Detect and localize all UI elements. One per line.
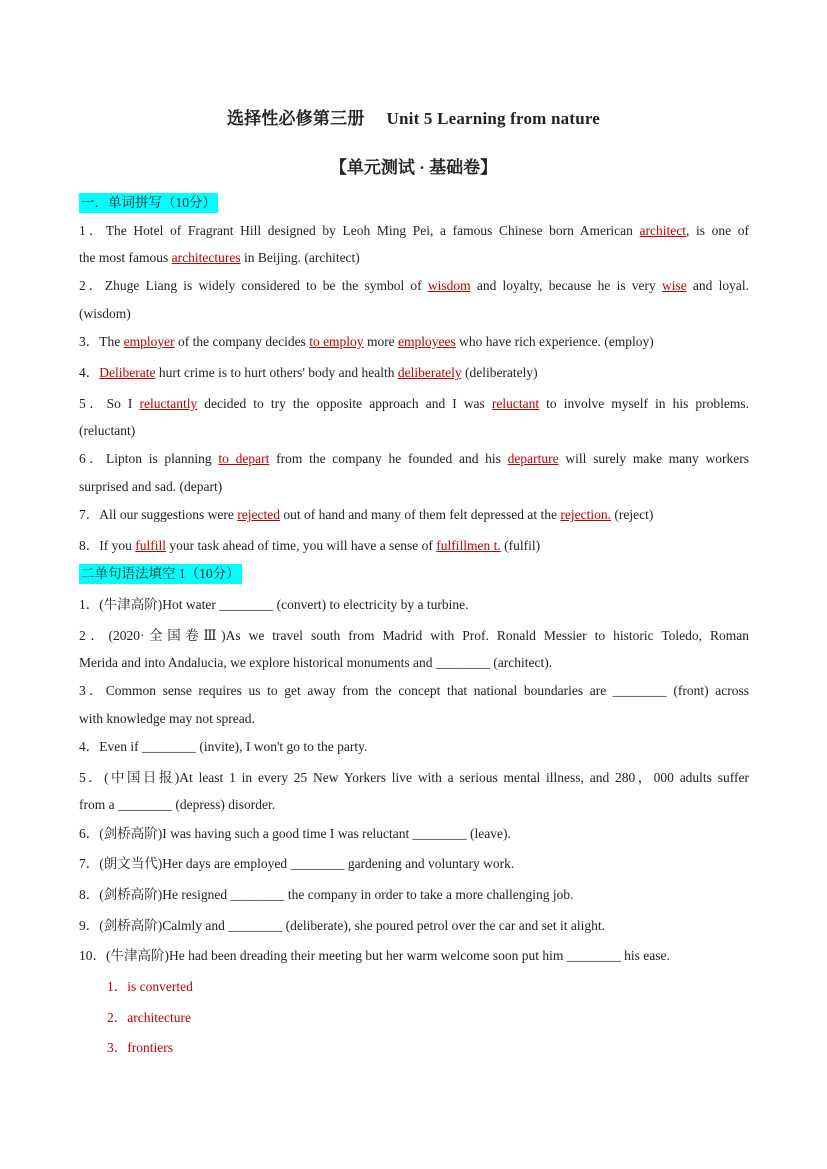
answer: reluctant: [491, 396, 540, 411]
s2-q8: 8．(剑桥高阶)He resigned ________ the company in order to take a more challenging job.: [79, 887, 574, 902]
answer: fulfill: [135, 538, 166, 553]
answer: employer: [123, 334, 175, 349]
s2-q10: 10．(牛津高阶)He had been dreading their meeting but her warm welcome soon put him ________ his ease.: [79, 948, 670, 963]
answer: rejected: [237, 507, 280, 522]
answer: to depart: [218, 451, 270, 466]
s2-q1: 1．(牛津高阶)Hot water ________ (convert) to electricity by a turbine.: [79, 597, 469, 612]
s2-q9: 9．(剑桥高阶)Calmly and ________ (deliberate), she poured petrol over the car and set it alight.: [79, 918, 605, 933]
answer-key-item: 2．architecture: [107, 1010, 191, 1025]
answer: wisdom: [427, 278, 471, 293]
s2-q6: 6．(剑桥高阶)I was having such a good time I was reluctant ________ (leave).: [79, 826, 511, 841]
s1-q3: 3．The employer of the company decides to employ more employees who have rich experience. (employ): [79, 334, 654, 349]
s1-q7: 7．All our suggestions were rejected out of hand and many of them felt depressed at the rejection. (reject): [79, 507, 654, 522]
section1-heading: 一．单词拼写（10分）: [79, 193, 218, 213]
s1-q2-line2: (wisdom): [79, 306, 131, 321]
section2-heading: 二单句语法填空 1（10分）: [79, 564, 242, 584]
s1-q8: 8．If you fulfill your task ahead of time, you will have a sense of fulfillmen t. (fulfil): [79, 538, 541, 553]
s2-q5-line2: from a ________ (depress) disorder.: [79, 797, 276, 812]
title-unit: Unit 5 Learning from nature: [386, 109, 601, 128]
s2-q7: 7．(朗文当代)Her days are employed ________ gardening and voluntary work.: [79, 856, 515, 871]
answer: wise: [661, 278, 687, 293]
answer: architectures: [171, 250, 241, 265]
s1-q5-line2: (reluctant): [79, 423, 136, 438]
answer: fulfillmen t.: [436, 538, 501, 553]
s1-q2-line1: 2．Zhuge Liang is widely considered to be the symbol of wisdom and loyalty, because he is very wise and loyal.: [79, 278, 749, 293]
s1-q1-line1: 1．The Hotel of Fragrant Hill designed by Leoh Ming Pei, a famous Chinese born American architect, is one of: [79, 223, 749, 238]
s2-q2-line1: 2．(2020·全国卷Ⅲ)As we travel south from Madrid with Prof. Ronald Messier to historic Toledo, Roman: [79, 628, 749, 643]
s2-q5-line1: 5．(中国日报)At least 1 in every 25 New Yorkers live with a serious mental illness, and 280，000 adults suffer: [79, 770, 749, 785]
answer: departure: [507, 451, 559, 466]
s1-q5-line1: 5．So I reluctantly decided to try the opposite approach and I was reluctant to involve myself in his problems.: [79, 396, 749, 411]
answer: Deliberate: [99, 365, 156, 380]
answer: architect: [639, 223, 687, 238]
answer: rejection.: [560, 507, 611, 522]
s2-q3-line2: with knowledge may not spread.: [79, 711, 255, 726]
answer: reluctantly: [139, 396, 198, 411]
s1-q1-line2: the most famous architectures in Beijing. (architect): [79, 250, 360, 265]
answer: deliberately: [397, 365, 462, 380]
page-subtitle: 【单元测试 · 基础卷】: [329, 158, 498, 177]
answer: to employ: [309, 334, 364, 349]
s1-q6-line2: surprised and sad. (depart): [79, 479, 223, 494]
page-title: [0, 104, 827, 129]
s2-q3-line1: 3．Common sense requires us to get away from the concept that national boundaries are ________ (front) across: [79, 683, 749, 698]
answer-key-item: 3．frontiers: [107, 1040, 173, 1055]
s1-q6-line1: 6．Lipton is planning to depart from the company he founded and his departure will surely make many workers: [79, 451, 749, 466]
answer: employees: [398, 334, 456, 349]
s2-q2-line2: Merida and into Andalucia, we explore historical monuments and ________ (architect).: [79, 655, 553, 670]
answer-key-item: 1．is converted: [107, 979, 193, 994]
s2-q4: 4．Even if ________ (invite), I won't go to the party.: [79, 739, 368, 754]
title-chinese: 选择性必修第三册: [226, 109, 365, 128]
s1-q4: 4．Deliberate hurt crime is to hurt others' body and health deliberately (deliberately): [79, 365, 538, 380]
